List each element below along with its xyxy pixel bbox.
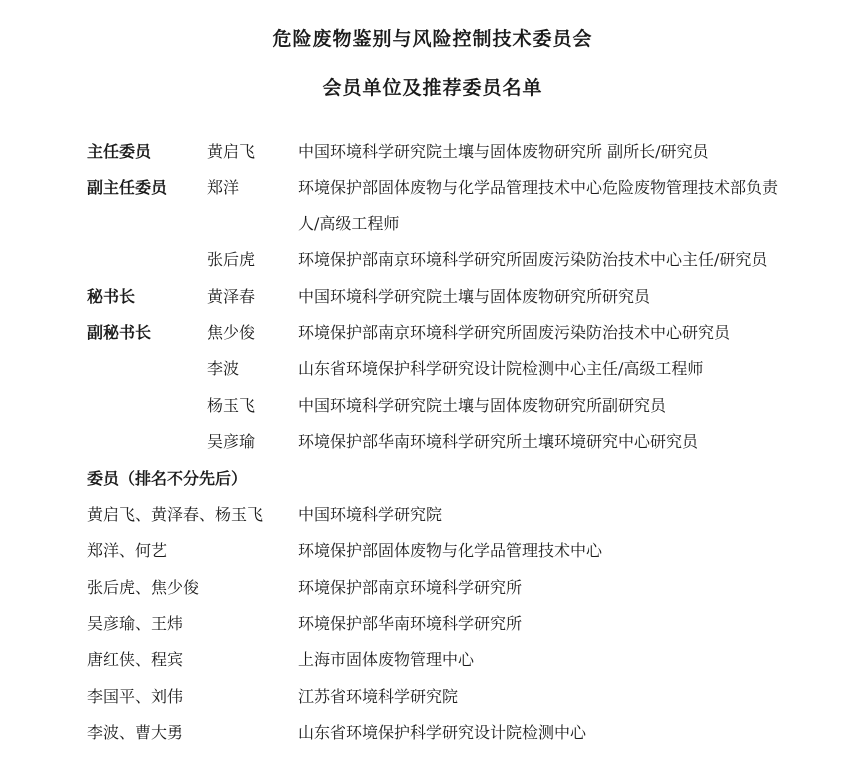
member-names: 李波、曹大勇: [87, 723, 184, 742]
officer-row: [0, 318, 865, 348]
officer-description: 山东省环境保护科学研究设计院检测中心主任/高级工程师: [298, 359, 704, 378]
officer-description: 环境保护部南京环境科学研究所固废污染防治技术中心主任/研究员: [298, 250, 768, 269]
officer-row: [0, 137, 865, 167]
officer-description: 环境保护部南京环境科学研究所固废污染防治技术中心研究员: [298, 323, 731, 342]
officer-row: [0, 427, 865, 457]
member-names: 吴彦瑜、王炜: [87, 614, 184, 633]
member-row: [0, 645, 865, 675]
officer-name: 黄启飞: [207, 142, 256, 161]
member-row: [0, 682, 865, 712]
officer-role: 副主任委员: [87, 178, 168, 197]
officer-name: 郑洋: [207, 178, 240, 197]
officer-role: 秘书长: [87, 287, 136, 306]
officer-row: [0, 173, 865, 203]
document-title: 危险废物鉴别与风险控制技术委员会: [272, 28, 593, 50]
officer-name: 吴彦瑜: [207, 432, 256, 451]
officer-description: 中国环境科学研究院土壤与固体废物研究所研究员: [298, 287, 651, 306]
officer-role: 主任委员: [87, 142, 152, 161]
officer-description: 中国环境科学研究院土壤与固体废物研究所 副所长/研究员: [298, 142, 709, 161]
member-names: 唐红侠、程宾: [87, 650, 184, 669]
member-row: [0, 500, 865, 530]
officer-description: 环境保护部固体废物与化学品管理技术中心危险废物管理技术部负责: [298, 178, 779, 197]
member-names: 李国平、刘伟: [87, 687, 184, 706]
officer-description: 环境保护部华南环境科学研究所土壤环境研究中心研究员: [298, 432, 699, 451]
officer-name: 黄泽春: [207, 287, 256, 306]
member-names: 张后虎、焦少俊: [87, 578, 200, 597]
members-heading: 委员（排名不分先后）: [87, 469, 248, 488]
member-organization: 江苏省环境科学研究院: [298, 687, 459, 706]
officer-row: [0, 354, 865, 384]
member-row: [0, 536, 865, 566]
member-organization: 环境保护部固体废物与化学品管理技术中心: [298, 541, 603, 560]
member-organization: 环境保护部南京环境科学研究所: [298, 578, 523, 597]
officer-row: [0, 391, 865, 421]
officer-name: 李波: [207, 359, 240, 378]
member-organization: 山东省环境保护科学研究设计院检测中心: [298, 723, 587, 742]
officer-description: 中国环境科学研究院土壤与固体废物研究所副研究员: [298, 396, 667, 415]
officer-row: [0, 245, 865, 275]
member-row: [0, 609, 865, 639]
members-heading-row: [0, 464, 865, 494]
officer-name: 焦少俊: [207, 323, 256, 342]
officer-row: [0, 209, 865, 239]
member-organization: 上海市固体废物管理中心: [298, 650, 475, 669]
officer-name: 张后虎: [207, 250, 256, 269]
document-subtitle: 会员单位及推荐委员名单: [322, 77, 543, 99]
officer-row: [0, 282, 865, 312]
member-names: 郑洋、何艺: [87, 541, 168, 560]
officer-role: 副秘书长: [87, 323, 152, 342]
officer-description: 人/高级工程师: [298, 214, 400, 233]
member-row: [0, 573, 865, 603]
member-organization: 中国环境科学研究院: [298, 505, 443, 524]
member-organization: 环境保护部华南环境科学研究所: [298, 614, 523, 633]
member-row: [0, 718, 865, 748]
member-names: 黄启飞、黄泽春、杨玉飞: [87, 505, 264, 524]
officer-name: 杨玉飞: [207, 396, 256, 415]
